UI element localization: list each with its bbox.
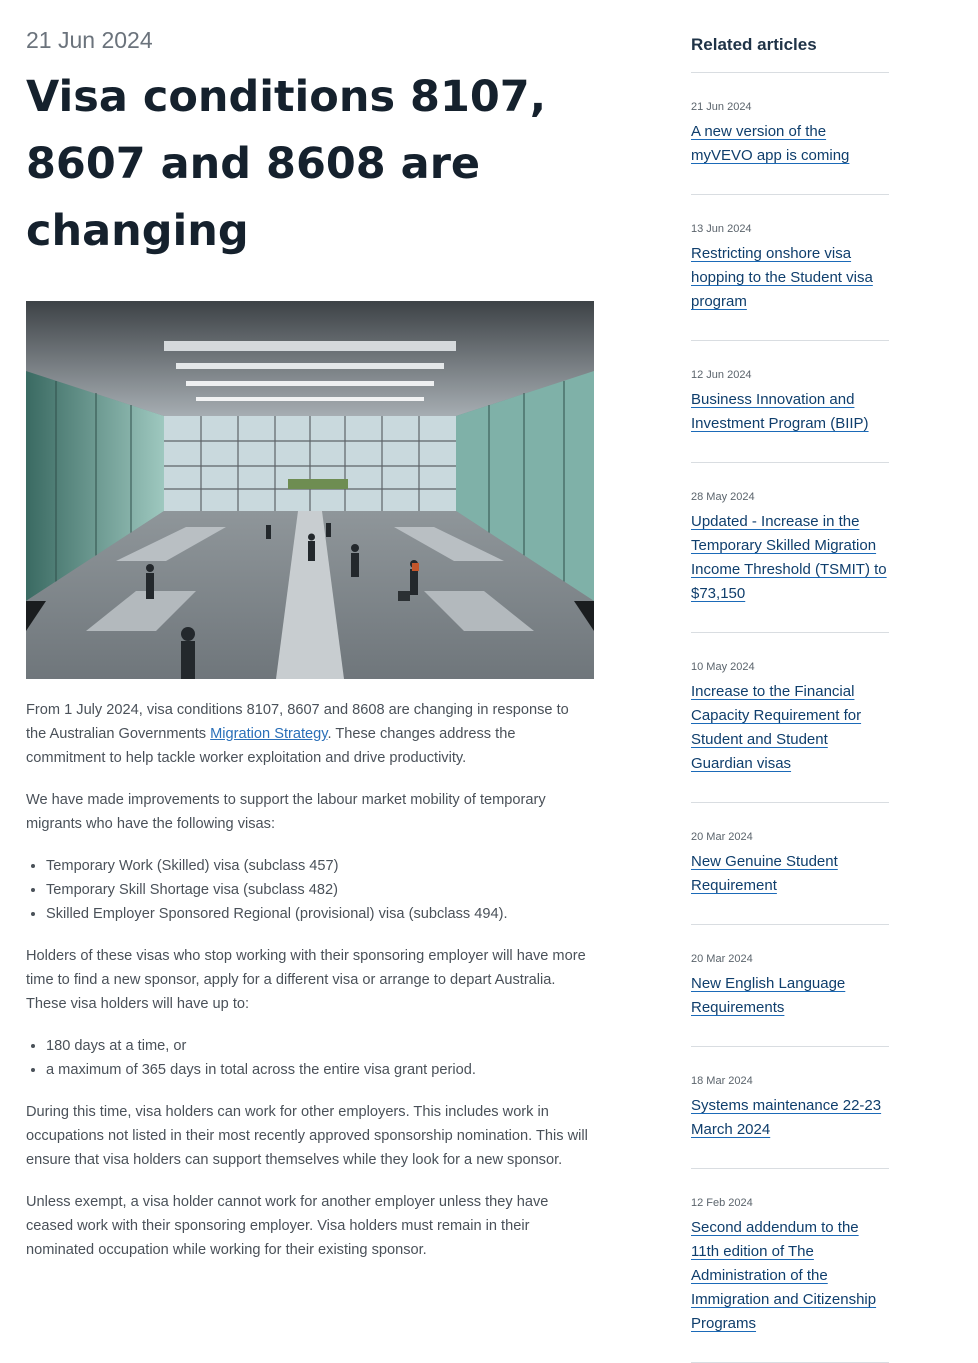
list-item [691, 1047, 889, 1169]
related-article-link[interactable]: Updated - Increase in the Temporary Skilled Migration Income Threshold (TSMIT) to $73,150 [691, 513, 887, 602]
list-item [691, 195, 889, 341]
related-article-date: 20 Mar 2024 [691, 953, 753, 965]
related-article-link[interactable]: Restricting onshore visa hopping to the Student visa program [691, 245, 873, 310]
related-article-link[interactable]: Business Innovation and Investment Program (BIIP) [691, 391, 869, 432]
article [26, 22, 598, 1258]
migration-strategy-link[interactable]: Migration Strategy [210, 726, 328, 742]
terminal-photo [26, 301, 594, 679]
related-article-date: 12 Jun 2024 [691, 369, 752, 381]
list-item: • a maximum of 365 days in total across the entire visa grant period. [46, 1058, 592, 1082]
related-articles-list [691, 73, 889, 1363]
list-item [691, 925, 889, 1047]
list-item [691, 341, 889, 463]
related-article-date: 20 Mar 2024 [691, 831, 753, 843]
related-article-link[interactable]: Systems maintenance 22-23 March 2024 [691, 1097, 882, 1138]
paragraph-exempt: Unless exempt, a visa holder cannot work for another employer unless they have ceased work with their sponsoring employer. Visa holders must remain in their nominated occupation while working for their existing sponsor. [26, 1194, 549, 1258]
related-article-date: 28 May 2024 [691, 491, 755, 503]
related-article-date: 21 Jun 2024 [691, 101, 752, 113]
related-article-date: 13 Jun 2024 [691, 223, 752, 235]
related-articles-sidebar [691, 32, 889, 1363]
related-article-link[interactable]: Increase to the Financial Capacity Requirement for Student and Student Guardian visas [691, 683, 862, 772]
related-article-link[interactable]: New English Language Requirements [691, 975, 846, 1016]
list-item: • 180 days at a time, or [46, 1034, 592, 1058]
related-article-date: 12 Feb 2024 [691, 1197, 753, 1209]
paragraph-improvements: We have made improvements to support the labour market mobility of temporary migrants who have the following visas: [26, 792, 546, 832]
page-title: Visa conditions 8107, 8607 and 8608 are changing [26, 72, 547, 256]
list-item [691, 633, 889, 803]
paragraph-holders: Holders of these visas who stop working with their sponsoring employer will have more time to find a new sponsor, apply for a different visa or arrange to depart Australia. These visa holders will have up to: [26, 948, 586, 1012]
related-article-link[interactable]: A new version of the myVEVO app is coming [691, 123, 850, 164]
hero-image [26, 301, 594, 679]
related-article-link[interactable]: Second addendum to the 11th edition of The Administration of the Immigration and Citizenship Programs [691, 1219, 877, 1332]
related-article-link[interactable]: New Genuine Student Requirement [691, 853, 838, 894]
list-item: • Temporary Work (Skilled) visa (subclass 457) [46, 854, 592, 878]
related-article-date: 10 May 2024 [691, 661, 755, 673]
list-item [691, 803, 889, 925]
list-item [691, 1169, 889, 1363]
list-item: • Skilled Employer Sponsored Regional (provisional) visa (subclass 494). [46, 902, 592, 926]
related-article-date: 18 Mar 2024 [691, 1075, 753, 1087]
list-item [691, 463, 889, 633]
list-item: • Temporary Skill Shortage visa (subclass 482) [46, 878, 592, 902]
visa-list [26, 854, 592, 926]
paragraph-intro: From 1 July 2024, visa conditions 8107, 8607 and 8608 are changing in response to the Australian Governments Migration Strategy. These changes address the commitment to help tackle worker exploitation and drive productivity. [26, 702, 569, 766]
related-articles-heading: Related articles [691, 32, 889, 73]
time-list [26, 1034, 592, 1082]
paragraph-other-employers: During this time, visa holders can work for other employers. This includes work in occupations not listed in their most recently approved sponsorship nomination. This will ensure that visa holders can support themselves while they look for a new sponsor. [26, 1104, 588, 1168]
list-item [691, 73, 889, 195]
article-date: 21 Jun 2024 [26, 27, 153, 53]
article-body [26, 698, 592, 1280]
